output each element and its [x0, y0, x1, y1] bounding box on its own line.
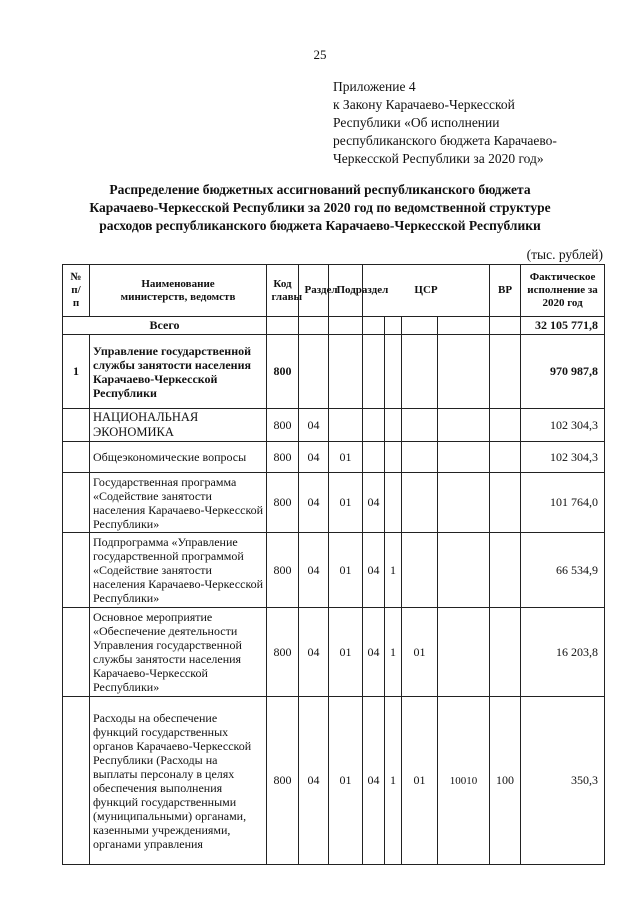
row-vr [490, 409, 521, 442]
table-row [63, 608, 605, 697]
header-code: Код главы [267, 265, 299, 317]
row-code: 800 [267, 335, 299, 409]
row-num [63, 608, 90, 697]
row-csr-program [363, 409, 385, 442]
total-value: 32 105 771,8 [521, 317, 605, 335]
row-subsection: 01 [329, 608, 363, 697]
appendix-note [333, 78, 623, 168]
row-section: 04 [299, 442, 329, 473]
row-section: 04 [299, 533, 329, 608]
row-csr-subprogram: 1 [385, 533, 402, 608]
row-csr-event [402, 533, 438, 608]
header-actual: Фактическое исполнение за 2020 год [521, 265, 605, 317]
row-subsection [329, 409, 363, 442]
row-csr-subprogram: 1 [385, 697, 402, 865]
row-subsection: 01 [329, 533, 363, 608]
row-csr-direction [438, 335, 490, 409]
document-title [0, 181, 640, 235]
row-csr-direction [438, 409, 490, 442]
row-vr [490, 473, 521, 533]
row-vr [490, 442, 521, 473]
units-label: (тыс. рублей) [526, 247, 603, 262]
header-subsection: Подраздел [329, 265, 363, 317]
row-code: 800 [267, 697, 299, 865]
row-csr-event [402, 442, 438, 473]
total-label: Всего [63, 317, 267, 335]
row-name: Общеэкономические вопросы [90, 442, 267, 473]
row-subsection: 01 [329, 697, 363, 865]
table-row [63, 409, 605, 442]
row-csr-event [402, 473, 438, 533]
row-csr-program: 04 [363, 697, 385, 865]
row-csr-direction [438, 442, 490, 473]
table-row [63, 533, 605, 608]
row-csr-event: 01 [402, 697, 438, 865]
row-num [63, 533, 90, 608]
row-csr-direction [438, 473, 490, 533]
header-csr: ЦСР [363, 265, 490, 317]
row-vr [490, 335, 521, 409]
row-name: Основное мероприятие «Обеспечение деятельности Управления государственной службы занятости населения Карачаево-Черкесской Республики» [90, 608, 267, 697]
row-csr-direction [438, 608, 490, 697]
row-amount: 970 987,8 [521, 335, 605, 409]
table-row [63, 697, 605, 865]
row-num [63, 442, 90, 473]
row-csr-program [363, 335, 385, 409]
row-csr-program: 04 [363, 473, 385, 533]
row-csr-program [363, 442, 385, 473]
appendix-line: Черкесской Республики за 2020 год» [333, 151, 544, 166]
row-section: 04 [299, 409, 329, 442]
row-section: 04 [299, 473, 329, 533]
row-csr-subprogram [385, 409, 402, 442]
page-number: 25 [313, 47, 327, 62]
row-section: 04 [299, 697, 329, 865]
header-section: Раздел [299, 265, 329, 317]
row-csr-direction [438, 533, 490, 608]
appendix-line: Приложение 4 [333, 79, 416, 94]
row-vr [490, 608, 521, 697]
row-name: Государственная программа «Содействие занятости населения Карачаево-Черкесской Республики» [90, 473, 267, 533]
row-amount: 102 304,3 [521, 442, 605, 473]
header-vr: ВР [490, 265, 521, 317]
row-amount: 66 534,9 [521, 533, 605, 608]
row-name: Управление государственной службы занятости населения Карачаево-Черкесской Республики [90, 335, 267, 409]
row-csr-event: 01 [402, 608, 438, 697]
row-code: 800 [267, 608, 299, 697]
table-row [63, 473, 605, 533]
row-section: 04 [299, 608, 329, 697]
row-name: Расходы на обеспечение функций государственных органов Карачаево-Черкесской Республики (Расходы на выплаты персоналу в целях обеспечения выполнения функций государственными (муниципальными) органами, казенными учреждениями, органами управления [90, 697, 267, 865]
row-name: Подпрограмма «Управление государственной программой «Содействие занятости населения Карачаево-Черкесской Республики» [90, 533, 267, 608]
row-csr-subprogram [385, 473, 402, 533]
header-name: Наименование министерств, ведомств [90, 265, 267, 317]
row-section [299, 335, 329, 409]
total-row [63, 317, 605, 335]
row-name: НАЦИОНАЛЬНАЯ ЭКОНОМИКА [90, 409, 267, 442]
row-amount: 102 304,3 [521, 409, 605, 442]
row-csr-program: 04 [363, 608, 385, 697]
title-line: расходов республиканского бюджета Карачаево-Черкесской Республики [99, 218, 541, 233]
row-code: 800 [267, 409, 299, 442]
table-row [63, 335, 605, 409]
table-header-row [63, 265, 605, 317]
row-csr-event [402, 409, 438, 442]
row-code: 800 [267, 473, 299, 533]
row-num [63, 697, 90, 865]
row-num: 1 [63, 335, 90, 409]
row-amount: 16 203,8 [521, 608, 605, 697]
row-subsection: 01 [329, 473, 363, 533]
row-code: 800 [267, 442, 299, 473]
budget-table [62, 264, 605, 865]
appendix-line: к Закону Карачаево-Черкесской [333, 97, 515, 112]
row-vr [490, 533, 521, 608]
row-code: 800 [267, 533, 299, 608]
row-csr-subprogram: 1 [385, 608, 402, 697]
row-num [63, 473, 90, 533]
row-num [63, 409, 90, 442]
table-row [63, 442, 605, 473]
title-line: Распределение бюджетных ассигнований республиканского бюджета [109, 182, 531, 197]
row-amount: 350,3 [521, 697, 605, 865]
row-amount: 101 764,0 [521, 473, 605, 533]
title-line: Карачаево-Черкесской Республики за 2020 год по ведомственной структуре [89, 200, 551, 215]
row-csr-event [402, 335, 438, 409]
row-subsection [329, 335, 363, 409]
appendix-line: Республики «Об исполнении [333, 115, 500, 130]
row-csr-subprogram [385, 335, 402, 409]
row-csr-subprogram [385, 442, 402, 473]
row-csr-direction: 10010 [438, 697, 490, 865]
appendix-line: республиканского бюджета Карачаево- [333, 133, 557, 148]
row-vr: 100 [490, 697, 521, 865]
row-subsection: 01 [329, 442, 363, 473]
header-num: № п/п [63, 265, 90, 317]
row-csr-program: 04 [363, 533, 385, 608]
